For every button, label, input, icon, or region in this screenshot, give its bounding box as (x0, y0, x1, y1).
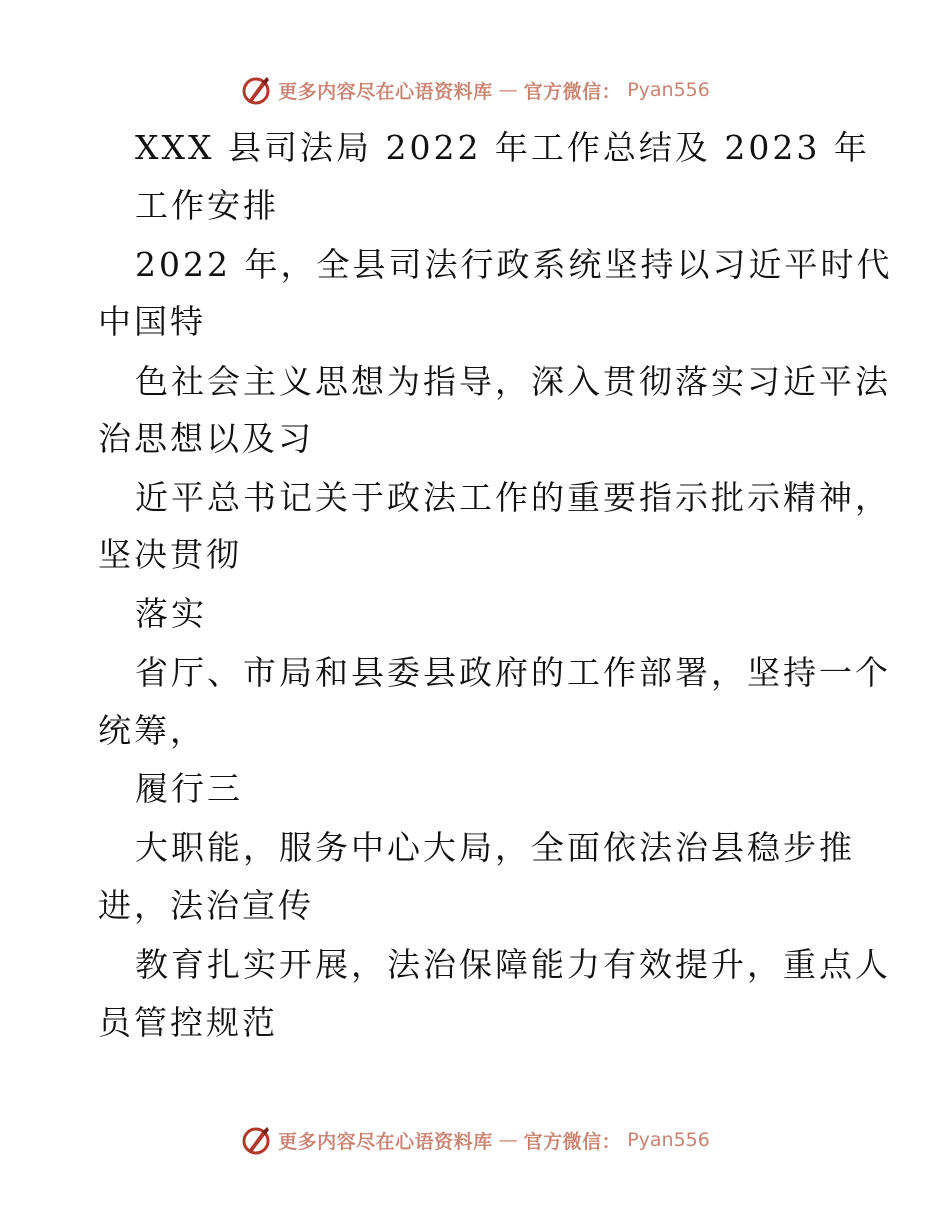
document-title-line-2: 工作安排 (135, 186, 279, 225)
paragraph-line: 教育扎实开展，法治保障能力有效提升，重点人 (135, 945, 891, 984)
paragraph-line: 近平总书记关于政法工作的重要指示批示精神， (135, 478, 891, 517)
paragraph-line: 省厅、市局和县委县政府的工作部署，坚持一个 (135, 653, 891, 692)
paragraph-line: 统筹， (98, 711, 206, 750)
paragraph-line: 大职能，服务中心大局，全面依法治县稳步推 (135, 828, 855, 867)
wechat-id: Pyan556 (627, 79, 710, 101)
paragraph-line: 坚决贯彻 (98, 535, 242, 574)
paragraph-line: 2022 年，全县司法行政系统坚持以习近平时代 (135, 245, 893, 284)
paragraph-line: 色社会主义思想为指导，深入贯彻落实习近平法 (135, 362, 891, 401)
brand-text: 更多内容尽在心语资料库 (278, 1130, 493, 1153)
document-title-line-1: XXX 县司法局 2022 年工作总结及 2023 年 (135, 128, 870, 167)
banner-dash: — (498, 1129, 518, 1151)
paragraph-line: 进，法治宣传 (98, 886, 314, 925)
quill-pen-logo-icon (240, 1124, 272, 1156)
header-watermark (0, 70, 950, 110)
footer-watermark (0, 1120, 950, 1160)
wechat-label: 官方微信： (523, 80, 622, 103)
quill-pen-logo-icon (240, 74, 272, 106)
paragraph-line: 履行三 (135, 769, 243, 808)
paragraph-line: 员管控规范 (98, 1003, 278, 1042)
banner-dash: — (498, 79, 518, 101)
paragraph-line: 中国特 (98, 302, 206, 341)
paragraph-line: 落实 (135, 594, 207, 633)
paragraph-line: 治思想以及习 (98, 419, 314, 458)
brand-text: 更多内容尽在心语资料库 (278, 80, 493, 103)
wechat-label: 官方微信： (523, 1130, 622, 1153)
wechat-id: Pyan556 (627, 1129, 710, 1151)
